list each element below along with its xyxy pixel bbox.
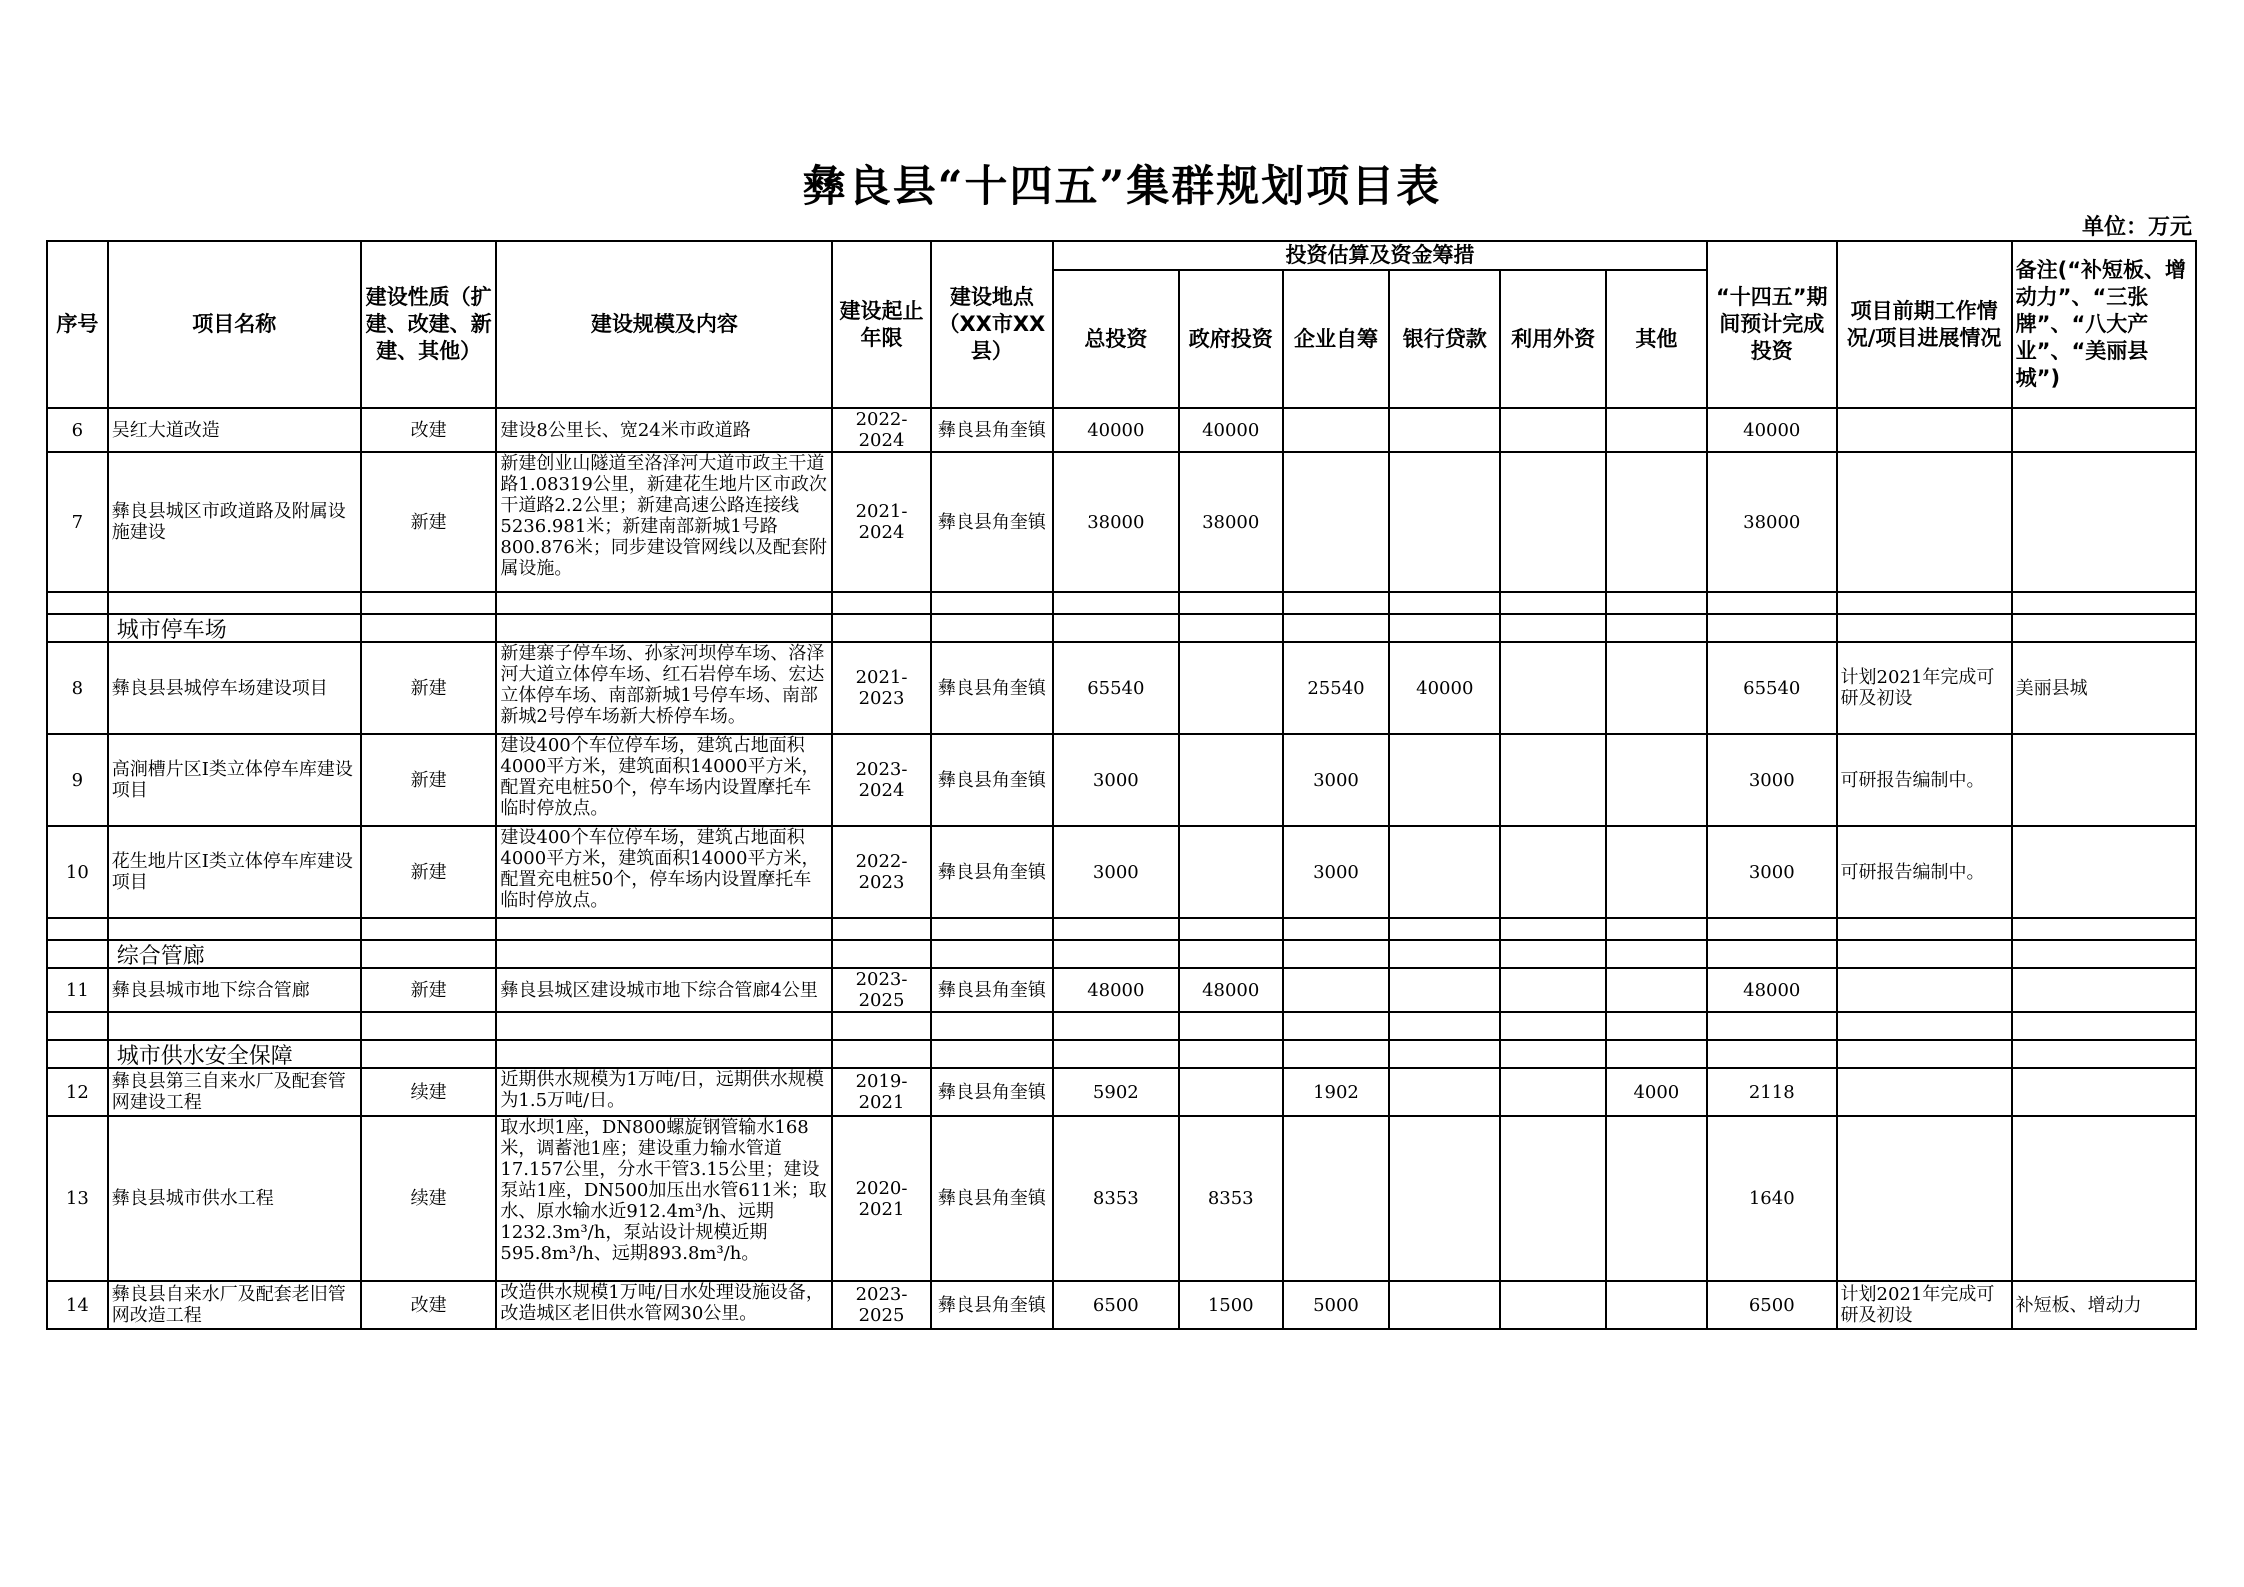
cell-other <box>1606 968 1707 1012</box>
cell-progress: 计划2021年完成可研及初设 <box>1837 642 2012 734</box>
cell-period: 2021-2024 <box>832 452 930 592</box>
cell-location: 彝良县角奎镇 <box>931 1281 1053 1329</box>
cell-remark <box>2012 734 2196 826</box>
cell-period: 2020-2021 <box>832 1116 930 1281</box>
cell-bank: 40000 <box>1389 642 1500 734</box>
cell-gov <box>1179 1068 1283 1116</box>
cell-enterprise: 3000 <box>1283 826 1389 918</box>
cell-seq: 13 <box>47 1116 108 1281</box>
blank-row <box>47 918 2196 940</box>
cell-foreign <box>1500 642 1605 734</box>
cell-enterprise <box>1283 452 1389 592</box>
cell-remark: 补短板、增动力 <box>2012 1281 2196 1329</box>
cell-bank <box>1389 408 1500 452</box>
cell-gov: 38000 <box>1179 452 1283 592</box>
cell-planned: 3000 <box>1707 734 1837 826</box>
cell-planned: 48000 <box>1707 968 1837 1012</box>
project-table <box>46 240 2197 1330</box>
unit-label: 单位：万元 <box>2081 215 2192 240</box>
table-row <box>47 1068 2196 1116</box>
cell-planned: 1640 <box>1707 1116 1837 1281</box>
cell-name: 花生地片区I类立体停车库建设项目 <box>108 826 361 918</box>
cell-bank <box>1389 1116 1500 1281</box>
cell-nature: 新建 <box>361 734 497 826</box>
cell-name: 高涧槽片区I类立体停车库建设项目 <box>108 734 361 826</box>
cell-foreign <box>1500 1116 1605 1281</box>
cell-seq: 9 <box>47 734 108 826</box>
cell-gov: 8353 <box>1179 1116 1283 1281</box>
cell-enterprise: 3000 <box>1283 734 1389 826</box>
cell-total: 8353 <box>1053 1116 1179 1281</box>
cell-gov: 48000 <box>1179 968 1283 1012</box>
cell-total: 40000 <box>1053 408 1179 452</box>
cell-period: 2023-2025 <box>832 1281 930 1329</box>
cell-scale: 新建寨子停车场、孙家河坝停车场、洛泽河大道立体停车场、红石岩停车场、宏达立体停车场、南部新城1号停车场、南部新城2号停车场新大桥停车场。 <box>496 642 832 734</box>
header-foreign: 利用外资 <box>1500 270 1605 408</box>
cell-scale: 建设400个车位停车场，建筑占地面积4000平方米，建筑面积14000平方米，配置充电桩50个，停车场内设置摩托车临时停放点。 <box>496 734 832 826</box>
section-title: 综合管廊 <box>108 940 361 968</box>
cell-seq: 8 <box>47 642 108 734</box>
cell-total: 3000 <box>1053 826 1179 918</box>
cell-other <box>1606 1116 1707 1281</box>
cell-enterprise: 1902 <box>1283 1068 1389 1116</box>
cell-progress: 计划2021年完成可研及初设 <box>1837 1281 2012 1329</box>
section-title: 城市停车场 <box>108 614 361 642</box>
cell-nature: 新建 <box>361 826 497 918</box>
cell-progress <box>1837 408 2012 452</box>
table-row <box>47 734 2196 826</box>
cell-other <box>1606 642 1707 734</box>
cell-foreign <box>1500 1281 1605 1329</box>
header-progress: 项目前期工作情况/项目进展情况 <box>1837 241 2012 408</box>
cell-enterprise: 5000 <box>1283 1281 1389 1329</box>
cell-foreign <box>1500 968 1605 1012</box>
table-row <box>47 642 2196 734</box>
cell-gov <box>1179 642 1283 734</box>
cell-name: 吴红大道改造 <box>108 408 361 452</box>
header-nature: 建设性质（扩建、改建、新建、其他） <box>361 241 497 408</box>
table-row <box>47 1281 2196 1329</box>
cell-remark <box>2012 826 2196 918</box>
cell-enterprise: 25540 <box>1283 642 1389 734</box>
cell-planned: 38000 <box>1707 452 1837 592</box>
cell-gov: 1500 <box>1179 1281 1283 1329</box>
header-seq: 序号 <box>47 241 108 408</box>
cell-foreign <box>1500 408 1605 452</box>
cell-remark <box>2012 408 2196 452</box>
cell-seq: 7 <box>47 452 108 592</box>
cell-period: 2022-2024 <box>832 408 930 452</box>
cell-seq: 14 <box>47 1281 108 1329</box>
cell-foreign <box>1500 734 1605 826</box>
cell-bank <box>1389 826 1500 918</box>
header-bank: 银行贷款 <box>1389 270 1500 408</box>
cell-foreign <box>1500 826 1605 918</box>
header-total: 总投资 <box>1053 270 1179 408</box>
header-enterprise: 企业自筹 <box>1283 270 1389 408</box>
cell-gov <box>1179 826 1283 918</box>
section-row <box>47 940 2196 968</box>
cell-seq: 11 <box>47 968 108 1012</box>
cell-bank <box>1389 1281 1500 1329</box>
cell-nature: 改建 <box>361 408 497 452</box>
cell-foreign <box>1500 452 1605 592</box>
cell-name: 彝良县第三自来水厂及配套管网建设工程 <box>108 1068 361 1116</box>
section-title: 城市供水安全保障 <box>108 1040 361 1068</box>
header-scale: 建设规模及内容 <box>496 241 832 408</box>
cell-other <box>1606 1281 1707 1329</box>
cell-scale: 改造供水规模1万吨/日水处理设施设备，改造城区老旧供水管网30公里。 <box>496 1281 832 1329</box>
cell-remark <box>2012 1068 2196 1116</box>
cell-other: 4000 <box>1606 1068 1707 1116</box>
header-planned: “十四五”期间预计完成投资 <box>1707 241 1837 408</box>
cell-location: 彝良县角奎镇 <box>931 826 1053 918</box>
cell-scale: 彝良县城区建设城市地下综合管廊4公里 <box>496 968 832 1012</box>
section-row <box>47 614 2196 642</box>
blank-row <box>47 592 2196 614</box>
cell-period: 2019-2021 <box>832 1068 930 1116</box>
cell-seq: 12 <box>47 1068 108 1116</box>
cell-name: 彝良县城区市政道路及附属设施建设 <box>108 452 361 592</box>
cell-progress: 可研报告编制中。 <box>1837 734 2012 826</box>
table-row <box>47 826 2196 918</box>
cell-name: 彝良县城市地下综合管廊 <box>108 968 361 1012</box>
table-row <box>47 968 2196 1012</box>
cell-remark <box>2012 1116 2196 1281</box>
cell-location: 彝良县角奎镇 <box>931 1068 1053 1116</box>
cell-total: 6500 <box>1053 1281 1179 1329</box>
cell-name: 彝良县城市供水工程 <box>108 1116 361 1281</box>
cell-progress <box>1837 968 2012 1012</box>
cell-nature: 改建 <box>361 1281 497 1329</box>
cell-location: 彝良县角奎镇 <box>931 968 1053 1012</box>
cell-scale: 建设8公里长、宽24米市政道路 <box>496 408 832 452</box>
header-period: 建设起止年限 <box>832 241 930 408</box>
cell-period: 2022-2023 <box>832 826 930 918</box>
cell-total: 65540 <box>1053 642 1179 734</box>
cell-period: 2023-2025 <box>832 968 930 1012</box>
cell-total: 48000 <box>1053 968 1179 1012</box>
cell-planned: 3000 <box>1707 826 1837 918</box>
cell-enterprise <box>1283 968 1389 1012</box>
cell-location: 彝良县角奎镇 <box>931 452 1053 592</box>
cell-other <box>1606 734 1707 826</box>
cell-remark <box>2012 968 2196 1012</box>
cell-progress: 可研报告编制中。 <box>1837 826 2012 918</box>
cell-bank <box>1389 968 1500 1012</box>
header-gov: 政府投资 <box>1179 270 1283 408</box>
cell-seq: 6 <box>47 408 108 452</box>
cell-scale: 建设400个车位停车场，建筑占地面积4000平方米，建筑面积14000平方米，配置充电桩50个，停车场内设置摩托车临时停放点。 <box>496 826 832 918</box>
cell-bank <box>1389 452 1500 592</box>
cell-enterprise <box>1283 408 1389 452</box>
cell-nature: 新建 <box>361 968 497 1012</box>
table-row <box>47 1116 2196 1281</box>
section-row <box>47 1040 2196 1068</box>
header-other: 其他 <box>1606 270 1707 408</box>
cell-total: 5902 <box>1053 1068 1179 1116</box>
cell-period: 2023-2024 <box>832 734 930 826</box>
header-investment-group: 投资估算及资金筹措 <box>1053 241 1707 270</box>
cell-bank <box>1389 734 1500 826</box>
cell-seq: 10 <box>47 826 108 918</box>
cell-location: 彝良县角奎镇 <box>931 408 1053 452</box>
cell-planned: 40000 <box>1707 408 1837 452</box>
cell-other <box>1606 408 1707 452</box>
blank-row <box>47 1012 2196 1040</box>
header-name: 项目名称 <box>108 241 361 408</box>
cell-total: 3000 <box>1053 734 1179 826</box>
cell-period: 2021-2023 <box>832 642 930 734</box>
cell-gov: 40000 <box>1179 408 1283 452</box>
cell-location: 彝良县角奎镇 <box>931 642 1053 734</box>
cell-other <box>1606 826 1707 918</box>
cell-other <box>1606 452 1707 592</box>
cell-nature: 新建 <box>361 642 497 734</box>
header-location: 建设地点（XX市XX县） <box>931 241 1053 408</box>
cell-name: 彝良县自来水厂及配套老旧管网改造工程 <box>108 1281 361 1329</box>
cell-enterprise <box>1283 1116 1389 1281</box>
cell-nature: 续建 <box>361 1068 497 1116</box>
cell-planned: 6500 <box>1707 1281 1837 1329</box>
header-remark: 备注(“补短板、增动力”、“三张牌”、“八大产业”、“美丽县城”) <box>2012 241 2196 408</box>
cell-scale: 取水坝1座，DN800螺旋钢管输水168米，调蓄池1座；建设重力输水管道17.157公里，分水干管3.15公里；建设泵站1座，DN500加压出水管611米；取水、原水输水近912.4m³/h、远期1232.3m³/h，泵站设计规模近期595.8m³/h、远期893.8m³/h。 <box>496 1116 832 1281</box>
cell-gov <box>1179 734 1283 826</box>
cell-foreign <box>1500 1068 1605 1116</box>
cell-location: 彝良县角奎镇 <box>931 1116 1053 1281</box>
cell-scale: 新建创业山隧道至洛泽河大道市政主干道路1.08319公里，新建花生地片区市政次干道路2.2公里；新建高速公路连接线5236.981米；新建南部新城1号路800.876米；同步建设管网线以及配套附属设施。 <box>496 452 832 592</box>
cell-remark: 美丽县城 <box>2012 642 2196 734</box>
cell-progress <box>1837 452 2012 592</box>
page-title: 彝良县“十四五”集群规划项目表 <box>802 162 1442 212</box>
cell-total: 38000 <box>1053 452 1179 592</box>
cell-progress <box>1837 1116 2012 1281</box>
cell-planned: 2118 <box>1707 1068 1837 1116</box>
table-row <box>47 452 2196 592</box>
cell-nature: 新建 <box>361 452 497 592</box>
cell-planned: 65540 <box>1707 642 1837 734</box>
cell-progress <box>1837 1068 2012 1116</box>
cell-remark <box>2012 452 2196 592</box>
cell-nature: 续建 <box>361 1116 497 1281</box>
cell-name: 彝良县县城停车场建设项目 <box>108 642 361 734</box>
cell-scale: 近期供水规模为1万吨/日，远期供水规模为1.5万吨/日。 <box>496 1068 832 1116</box>
cell-location: 彝良县角奎镇 <box>931 734 1053 826</box>
table-row <box>47 408 2196 452</box>
cell-bank <box>1389 1068 1500 1116</box>
